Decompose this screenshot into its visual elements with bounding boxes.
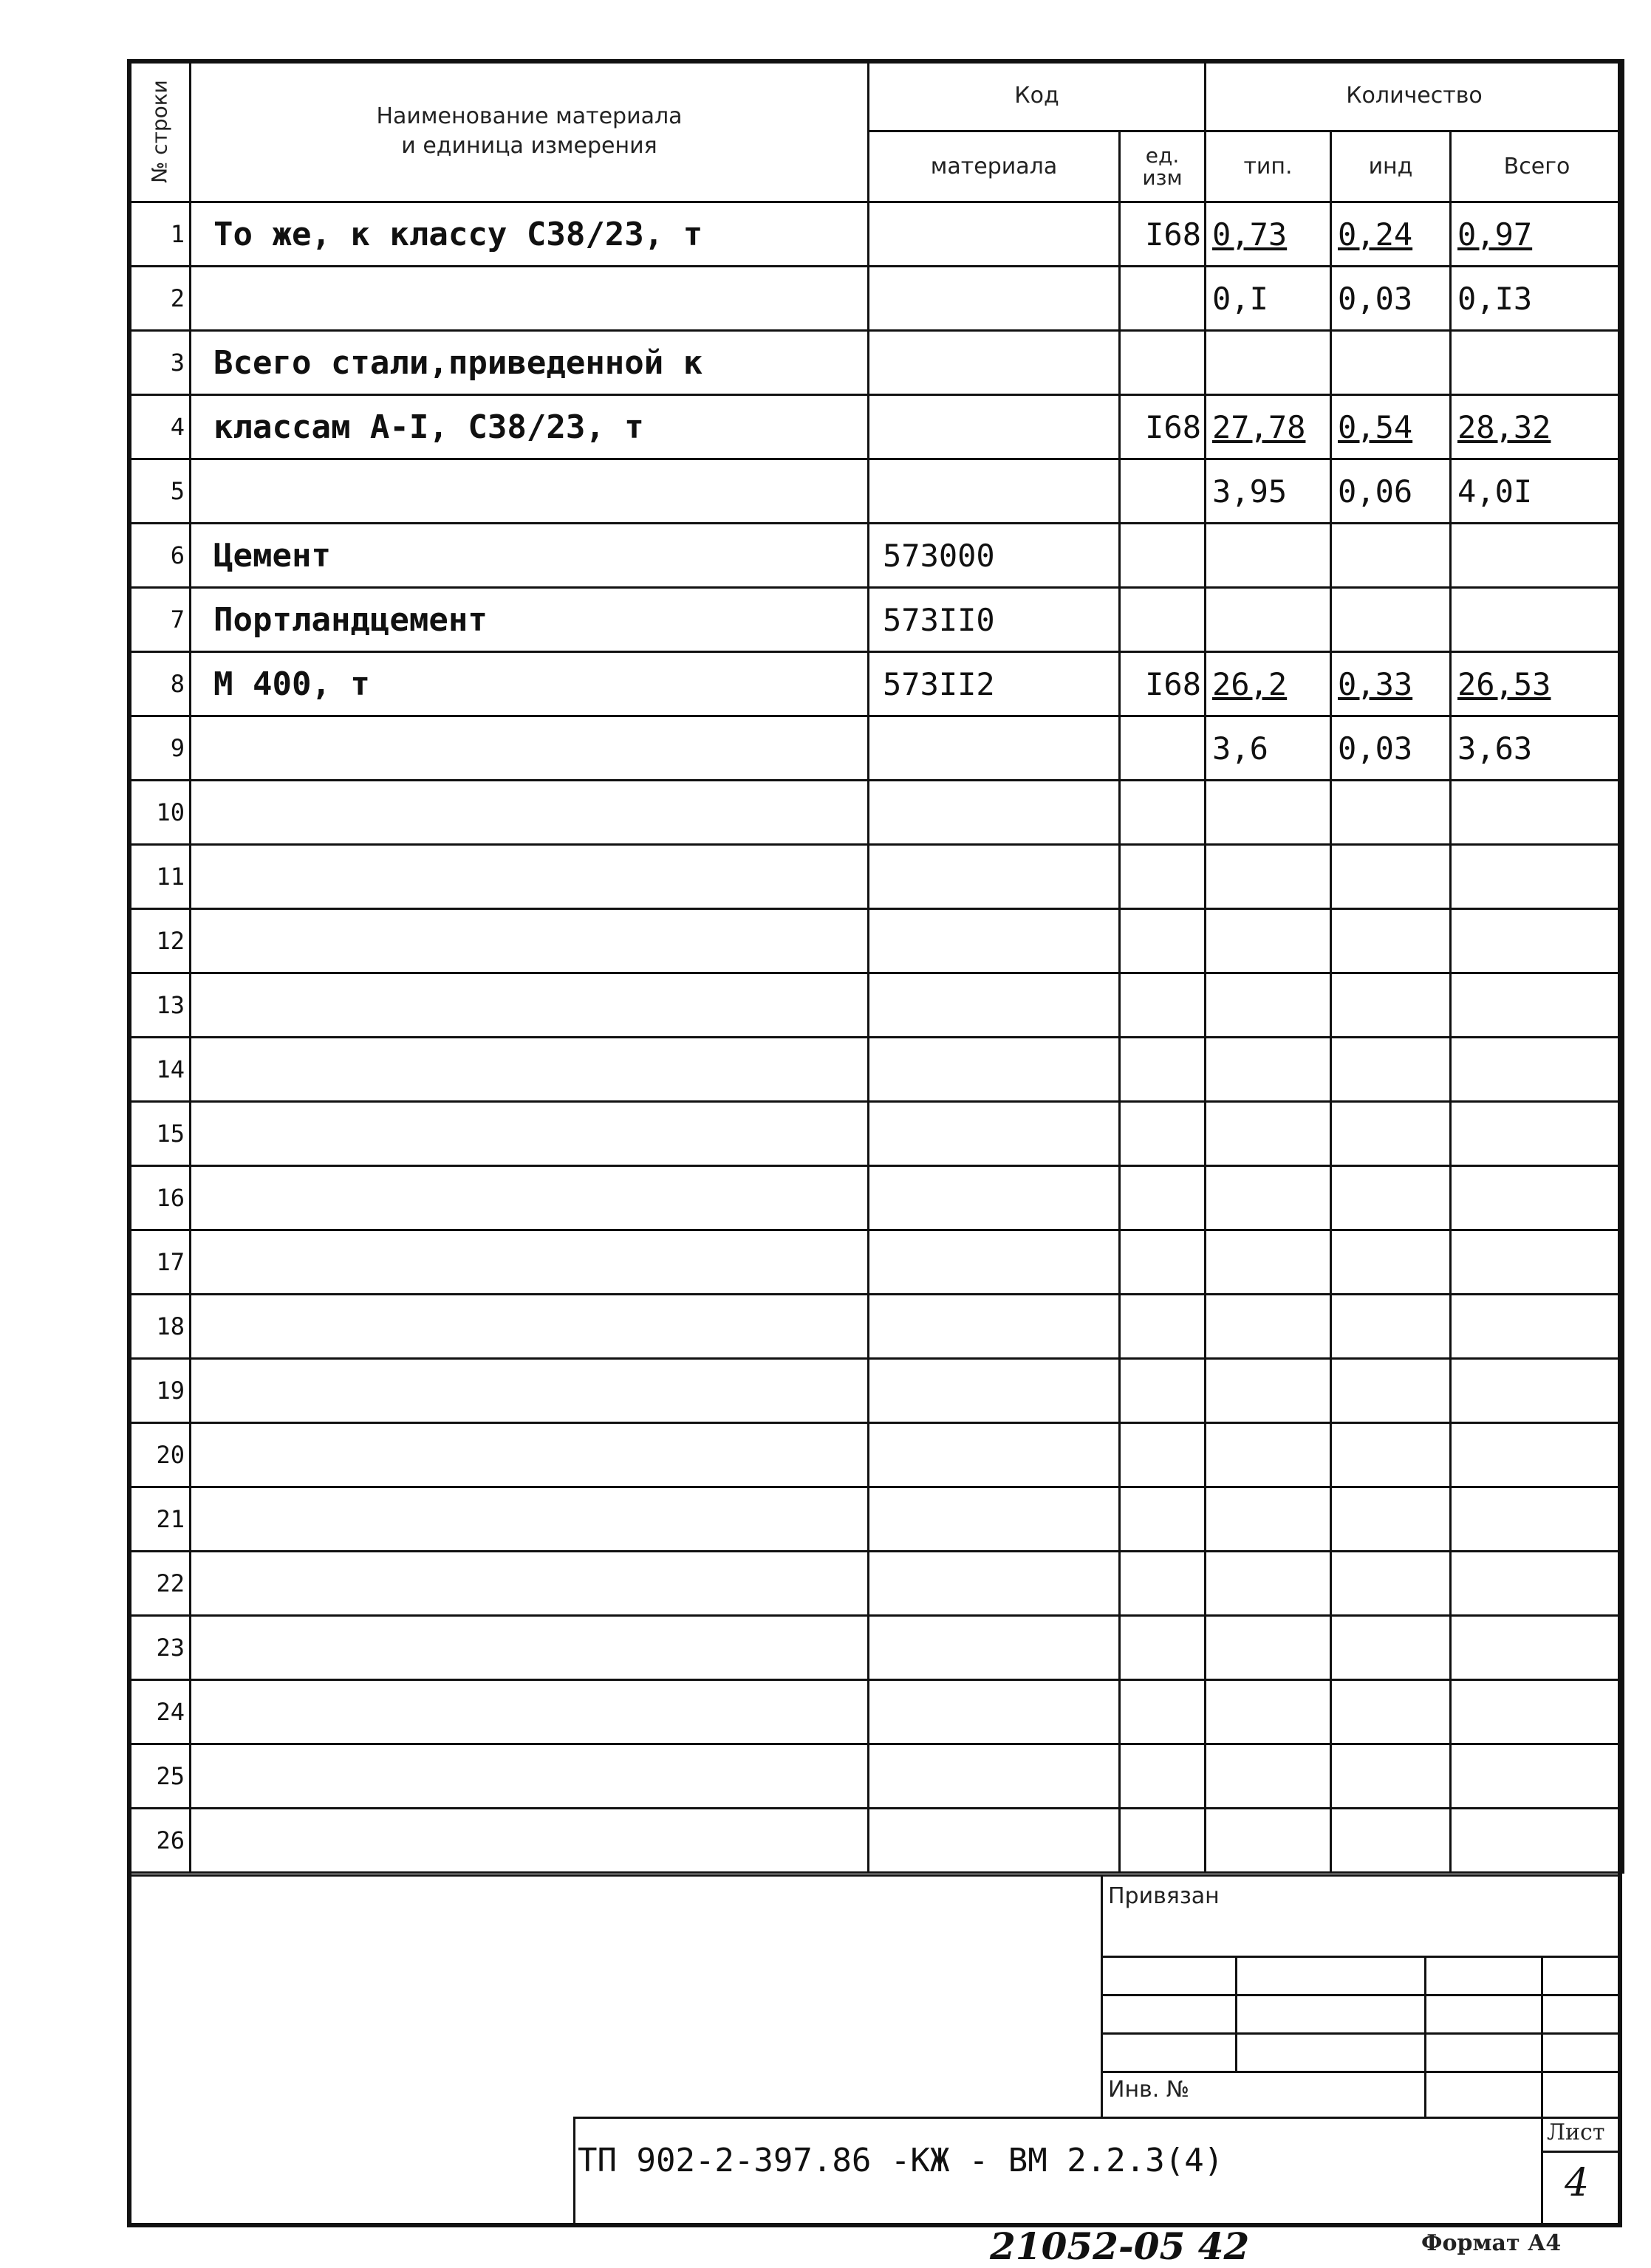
ind-quantity-cell: 0,06: [1331, 459, 1451, 524]
material-name-header: Наименование материала и единица измерения: [191, 61, 869, 202]
material-code-header: материала: [869, 131, 1120, 202]
typ-quantity-cell: 0,I: [1206, 267, 1331, 331]
sheet-number: 4: [1565, 2161, 1590, 2205]
row-number-cell: 7: [129, 588, 191, 652]
typ-quantity-cell: 3,6: [1206, 716, 1331, 781]
ind-quantity-cell: 0,03: [1331, 716, 1451, 781]
bound-label: Привязан: [1108, 1883, 1220, 1909]
row-number-cell: 23: [129, 1616, 191, 1680]
inventory-number-label: Инв. №: [1108, 2077, 1190, 2103]
typ-quantity-cell: 0,73: [1206, 202, 1331, 267]
material-name-cell: То же, к классу С38/23, т: [191, 202, 869, 267]
row-number-cell: 20: [129, 1423, 191, 1487]
sheet-label: Лист: [1547, 2120, 1605, 2145]
ind-quantity-cell: 0,33: [1331, 652, 1451, 716]
row-number-cell: 21: [129, 1487, 191, 1552]
row-number-cell: 16: [129, 1166, 191, 1230]
row-number-cell: 3: [129, 331, 191, 395]
row-number-cell: 15: [129, 1102, 191, 1166]
row-number-cell: 10: [129, 781, 191, 845]
row-number-cell: 19: [129, 1359, 191, 1423]
unit-cell: I68: [1120, 652, 1206, 716]
row-number-cell: 4: [129, 395, 191, 459]
row-number-cell: 14: [129, 1038, 191, 1102]
material-name-cell: классам А-I, С38/23, т: [191, 395, 869, 459]
row-number-header: № строки: [129, 61, 191, 202]
row-number-cell: 22: [129, 1552, 191, 1616]
handwritten-number: 21052-05 42: [990, 2224, 1250, 2268]
code-header: Код: [869, 61, 1206, 131]
row-number-cell: 25: [129, 1744, 191, 1809]
material-code-cell: 573II0: [869, 588, 1120, 652]
ind-quantity-cell: 0,03: [1331, 267, 1451, 331]
row-number-cell: 24: [129, 1680, 191, 1744]
typ-quantity-cell: 3,95: [1206, 459, 1331, 524]
row-number-cell: 1: [129, 202, 191, 267]
row-number-cell: 17: [129, 1230, 191, 1295]
material-name-cell: Цемент: [191, 524, 869, 588]
row-number-cell: 13: [129, 973, 191, 1038]
outer-frame: [127, 59, 1622, 2227]
material-name-cell: М 400, т: [191, 652, 869, 716]
row-number-cell: 8: [129, 652, 191, 716]
total-quantity-cell: 0,97: [1451, 202, 1624, 267]
total-quantity-cell: 0,I3: [1451, 267, 1624, 331]
total-header: Всего: [1451, 131, 1624, 202]
row-number-cell: 11: [129, 845, 191, 909]
total-quantity-cell: 28,32: [1451, 395, 1624, 459]
ind-quantity-cell: 0,54: [1331, 395, 1451, 459]
quantity-header: Количество: [1206, 61, 1624, 131]
unit-header: ед. изм: [1120, 131, 1206, 202]
material-name-cell: Портландцемент: [191, 588, 869, 652]
material-name-cell: Всего стали,приведенной к: [191, 331, 869, 395]
ind-quantity-cell: 0,24: [1331, 202, 1451, 267]
document-designation: ТП 902-2-397.86 -КЖ - ВМ 2.2.3(4): [578, 2142, 1224, 2179]
row-number-cell: 9: [129, 716, 191, 781]
row-number-cell: 12: [129, 909, 191, 973]
total-quantity-cell: 3,63: [1451, 716, 1624, 781]
total-quantity-cell: 26,53: [1451, 652, 1624, 716]
ind-header: инд: [1331, 131, 1451, 202]
row-number-cell: 26: [129, 1809, 191, 1873]
total-quantity-cell: 4,0I: [1451, 459, 1624, 524]
unit-cell: I68: [1120, 395, 1206, 459]
unit-cell: I68: [1120, 202, 1206, 267]
typ-quantity-cell: 26,2: [1206, 652, 1331, 716]
material-code-cell: 573II2: [869, 652, 1120, 716]
row-number-cell: 6: [129, 524, 191, 588]
row-number-cell: 18: [129, 1295, 191, 1359]
format-label: Формат А4: [1421, 2230, 1562, 2256]
row-number-cell: 5: [129, 459, 191, 524]
typ-header: тип.: [1206, 131, 1331, 202]
typ-quantity-cell: 27,78: [1206, 395, 1331, 459]
material-code-cell: 573000: [869, 524, 1120, 588]
row-number-cell: 2: [129, 267, 191, 331]
